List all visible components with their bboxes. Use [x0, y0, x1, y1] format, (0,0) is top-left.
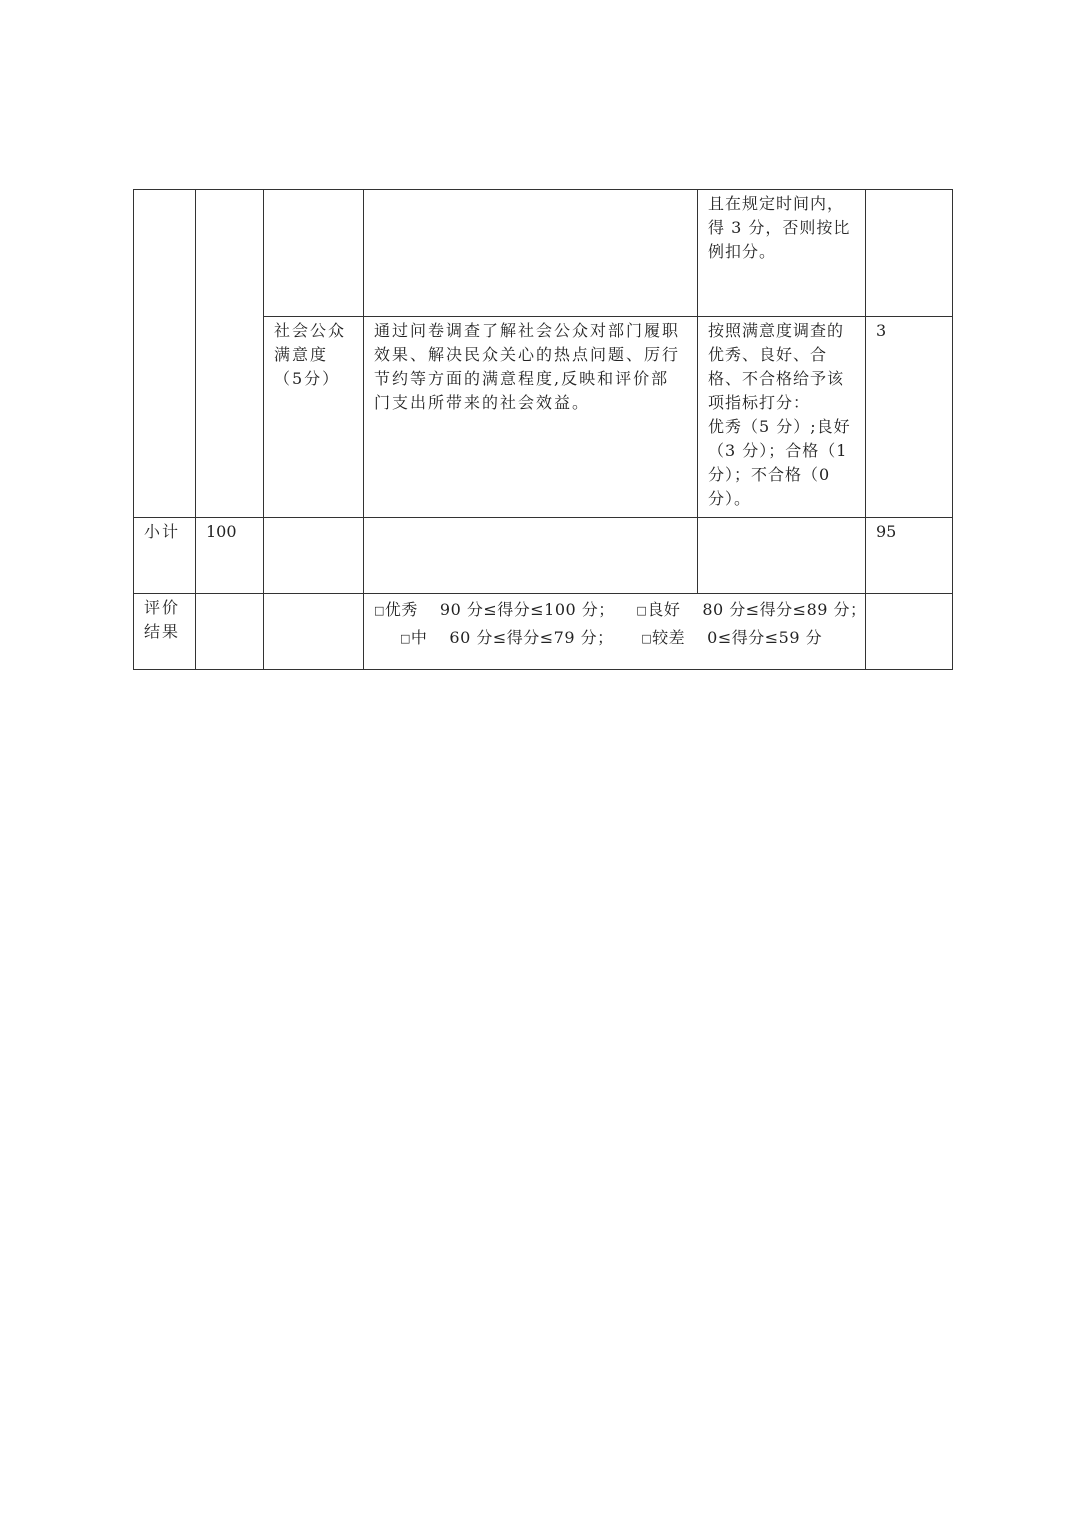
medium-range: 60 分≤得分≤79 分； — [449, 628, 614, 647]
table-row-continued — [134, 190, 953, 317]
scoring-grade-text: 优秀（5 分）;良好（3 分）；合格（1 分）；不合格（0 分）。 — [708, 417, 851, 508]
excellent-checkbox[interactable]: □ — [374, 604, 385, 617]
empty-cell — [264, 594, 364, 670]
empty-cell — [196, 594, 264, 670]
result-options-cell — [364, 594, 866, 670]
medium-label: 中 — [410, 628, 428, 647]
empty-cell — [698, 518, 866, 594]
empty-cell — [364, 518, 698, 594]
good-label: 良好 — [647, 600, 681, 619]
empty-cell — [264, 518, 364, 594]
level1-weight-cell — [196, 190, 264, 518]
result-options-line-2 — [374, 624, 855, 652]
excellent-label: 优秀 — [384, 600, 418, 619]
poor-label: 较差 — [652, 628, 686, 647]
result-label: 评价结果 — [134, 594, 196, 670]
good-range: 80 分≤得分≤89 分； — [702, 600, 867, 619]
description-cell — [364, 190, 698, 317]
description-cell: 通过问卷调查了解社会公众对部门履职效果、解决民众关心的热点问题、厉行节约等方面的满意程度,反映和评价部门支出所带来的社会效益。 — [364, 317, 698, 518]
subtotal-weight: 100 — [196, 518, 264, 594]
subtotal-score: 95 — [866, 518, 953, 594]
scoring-cell — [698, 317, 866, 518]
poor-range: 0≤得分≤59 分 — [707, 628, 823, 647]
table-row-result — [134, 594, 953, 670]
medium-checkbox[interactable]: □ — [400, 632, 411, 645]
indicator-cell — [264, 190, 364, 317]
score-cell — [866, 190, 953, 317]
scoring-rule-text: 按照满意度调查的优秀、良好、合格、不合格给予该项指标打分： — [708, 321, 845, 412]
good-checkbox[interactable]: □ — [636, 604, 648, 617]
result-options-line-1 — [374, 596, 867, 624]
score-cell: 3 — [866, 317, 953, 518]
evaluation-table — [133, 189, 953, 670]
excellent-range: 90 分≤得分≤100 分； — [439, 600, 615, 619]
table-row-subtotal — [134, 518, 953, 594]
level1-indicator-cell — [134, 190, 196, 518]
scoring-cell: 且在规定时间内，得 3 分，否则按比例扣分。 — [698, 190, 866, 317]
indicator-cell: 社会公众满意度（5分） — [264, 317, 364, 518]
empty-cell — [866, 594, 953, 670]
poor-checkbox[interactable]: □ — [641, 632, 653, 645]
subtotal-label: 小计 — [134, 518, 196, 594]
